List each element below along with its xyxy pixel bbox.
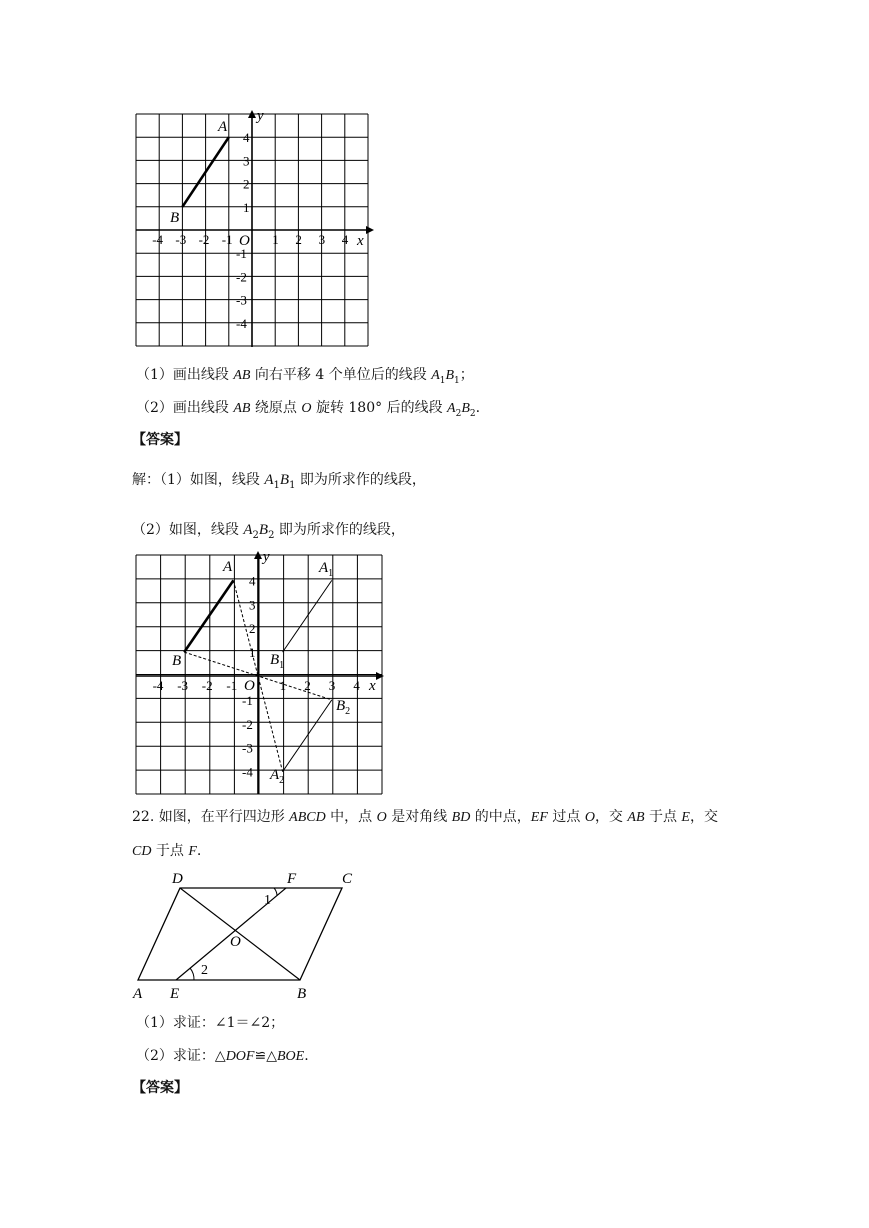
x-tick-label: 1 <box>279 678 287 693</box>
angle-label-2: 2 <box>201 963 208 978</box>
x-axis-label: x <box>357 233 364 249</box>
y-tick-label: -1 <box>242 692 253 708</box>
point-label-B2: $B_2$ <box>336 698 351 717</box>
vertex-label-E: E <box>170 986 180 1002</box>
point-label-B: B <box>172 653 182 669</box>
y-axis-label: y <box>257 108 264 124</box>
x-tick-label: -1 <box>226 678 238 693</box>
x-tick-label: 3 <box>318 232 326 247</box>
origin-label: O <box>239 233 250 249</box>
coordinate-grid-original <box>136 108 370 348</box>
y-axis-label: y <box>263 549 270 565</box>
y-tick-label: 3 <box>243 153 250 169</box>
x-tick-label: 1 <box>272 232 279 247</box>
x-tick-label: 2 <box>304 678 311 693</box>
point-label-B: B <box>170 210 180 226</box>
vertex-label-B: B <box>297 986 307 1002</box>
solution-line-1: 解：（1）如图，线段 $A_1B_1$ 即为所求作的线段， <box>132 472 426 491</box>
x-tick-label: -1 <box>221 232 233 247</box>
grid-lines <box>136 555 382 794</box>
angle-label-1: 1 <box>264 893 271 908</box>
segment <box>184 580 233 652</box>
q21-part1: （1）画出线段 AB 向右平移 4 个单位后的线段 $A_1B_1$； <box>136 367 474 386</box>
x-tick-label: -4 <box>152 678 164 693</box>
x-tick-label: -3 <box>177 678 189 693</box>
angle-mark-2 <box>190 968 194 980</box>
y-tick-label: -1 <box>236 246 247 262</box>
vertex-label-D: D <box>172 871 183 887</box>
q22-statement-line-1: 22. 如图，在平行四边形 ABCD 中，点 O 是对角线 BD 的中点，EF 过点 O，交 AB 于点 E，交 <box>132 809 718 825</box>
x-tick-label: -3 <box>175 232 187 247</box>
x-axis-arrow <box>366 226 374 234</box>
y-tick-label: 2 <box>249 621 256 637</box>
y-tick-label: -3 <box>242 740 253 756</box>
answer-label: 【答案】 <box>132 1080 188 1096</box>
vertex-label-C: C <box>342 871 353 887</box>
y-tick-label: -2 <box>236 269 247 285</box>
parallelogram-figure <box>128 868 368 1004</box>
x-tick-label: -2 <box>201 678 213 693</box>
origin-label: O <box>244 678 255 694</box>
x-tick-label: 4 <box>341 232 349 247</box>
x-tick-label: 2 <box>295 232 302 247</box>
angle-mark-1 <box>274 888 277 896</box>
x-axis-arrow <box>376 672 384 680</box>
y-tick-label: 3 <box>249 597 256 613</box>
q22-part2: （2）求证：△DOF≌△BOE. <box>136 1048 309 1064</box>
answer-label: 【答案】 <box>132 432 188 448</box>
point-label-A: A <box>223 559 233 575</box>
y-tick-label: 1 <box>243 199 250 215</box>
y-tick-label: 1 <box>249 645 256 661</box>
segment <box>283 700 332 772</box>
vertex-label-F: F <box>287 871 297 887</box>
y-tick-label: -4 <box>236 315 247 331</box>
y-tick-label: 4 <box>249 573 256 589</box>
y-tick-label: 4 <box>243 130 250 146</box>
x-tick-label: -2 <box>198 232 210 247</box>
x-tick-label: 4 <box>353 678 360 693</box>
y-tick-label: -2 <box>242 716 253 732</box>
point-label-A2: $A_2$ <box>270 767 285 786</box>
y-tick-label: -4 <box>242 764 253 780</box>
point-label-A: A <box>218 119 228 135</box>
solution-line-2: （2）如图，线段 $A_2B_2$ 即为所求作的线段， <box>132 522 405 541</box>
point-label-A1: $A_1$ <box>319 560 334 579</box>
center-label-O: O <box>230 934 241 950</box>
q22-part1: （1）求证：∠1＝∠2； <box>136 1015 285 1031</box>
x-tick-label: 3 <box>328 678 336 693</box>
y-tick-label: -3 <box>236 292 247 308</box>
x-axis-label: x <box>369 678 376 694</box>
segment <box>283 580 332 652</box>
q22-statement-line-2: CD 于点 F. <box>132 843 202 859</box>
y-tick-label: 2 <box>243 176 250 192</box>
x-tick-label: -4 <box>152 232 164 247</box>
point-label-B1: $B_1$ <box>270 652 285 671</box>
coordinate-grid-solution <box>136 549 384 795</box>
q21-part2: （2）画出线段 AB 绕原点 O 旋转 180° 后的线段 $A_2B_2$. <box>136 400 481 419</box>
vertex-label-A: A <box>133 986 143 1002</box>
